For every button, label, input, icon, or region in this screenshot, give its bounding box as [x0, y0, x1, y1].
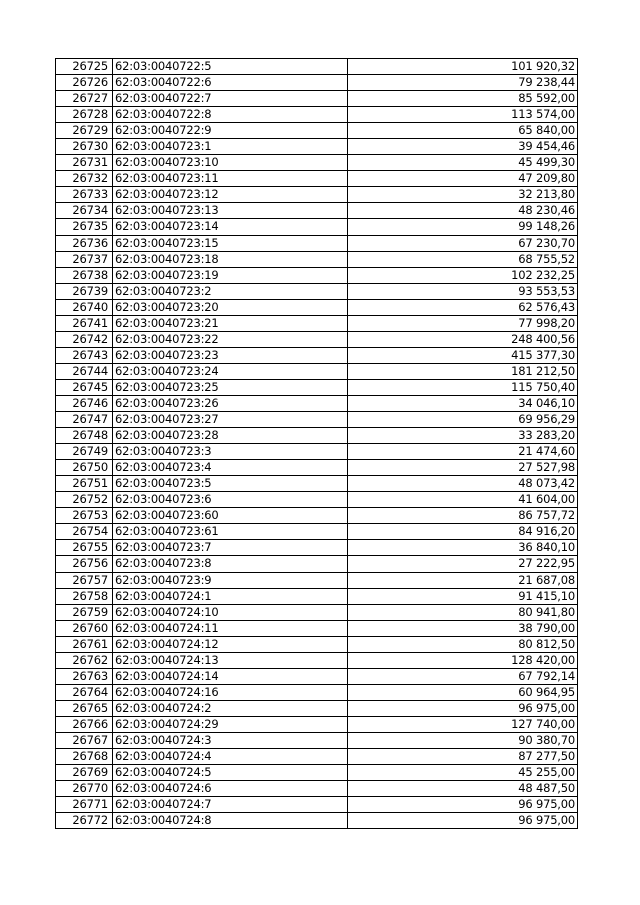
cadastral-number-cell: 62:03:0040723:10 [113, 155, 348, 171]
row-number-cell: 26758 [56, 588, 113, 604]
value-cell: 27 222,95 [348, 556, 578, 572]
value-cell: 45 255,00 [348, 765, 578, 781]
value-cell: 67 792,14 [348, 668, 578, 684]
value-cell: 99 148,26 [348, 219, 578, 235]
table-row [56, 251, 578, 267]
row-number-cell: 26761 [56, 636, 113, 652]
table-row [56, 59, 578, 75]
cadastral-number-cell: 62:03:0040723:15 [113, 235, 348, 251]
cadastral-number-cell: 62:03:0040722:5 [113, 59, 348, 75]
cadastral-number-cell: 62:03:0040723:11 [113, 171, 348, 187]
table-row [56, 395, 578, 411]
table-row [56, 315, 578, 331]
value-cell: 68 755,52 [348, 251, 578, 267]
cadastral-number-cell: 62:03:0040723:25 [113, 379, 348, 395]
value-cell: 80 941,80 [348, 604, 578, 620]
table-row [56, 267, 578, 283]
row-number-cell: 26741 [56, 315, 113, 331]
cadastral-number-cell: 62:03:0040724:29 [113, 716, 348, 732]
row-number-cell: 26770 [56, 781, 113, 797]
cadastral-number-cell: 62:03:0040723:3 [113, 444, 348, 460]
value-cell: 34 046,10 [348, 395, 578, 411]
value-cell: 21 474,60 [348, 444, 578, 460]
value-cell: 415 377,30 [348, 347, 578, 363]
table-row [56, 797, 578, 813]
value-cell: 77 998,20 [348, 315, 578, 331]
value-cell: 248 400,56 [348, 331, 578, 347]
cadastral-number-cell: 62:03:0040724:8 [113, 813, 348, 829]
row-number-cell: 26736 [56, 235, 113, 251]
cadastral-number-cell: 62:03:0040722:8 [113, 107, 348, 123]
table-row [56, 123, 578, 139]
row-number-cell: 26734 [56, 203, 113, 219]
cadastral-number-cell: 62:03:0040723:2 [113, 283, 348, 299]
value-cell: 102 232,25 [348, 267, 578, 283]
table-row [56, 781, 578, 797]
row-number-cell: 26731 [56, 155, 113, 171]
value-cell: 91 415,10 [348, 588, 578, 604]
value-cell: 87 277,50 [348, 749, 578, 765]
row-number-cell: 26735 [56, 219, 113, 235]
value-cell: 181 212,50 [348, 363, 578, 379]
table-row [56, 700, 578, 716]
table-row [56, 620, 578, 636]
cadastral-number-cell: 62:03:0040724:16 [113, 684, 348, 700]
row-number-cell: 26729 [56, 123, 113, 139]
table-row [56, 331, 578, 347]
value-cell: 48 073,42 [348, 476, 578, 492]
row-number-cell: 26748 [56, 428, 113, 444]
value-cell: 48 230,46 [348, 203, 578, 219]
row-number-cell: 26772 [56, 813, 113, 829]
cadastral-number-cell: 62:03:0040724:10 [113, 604, 348, 620]
value-cell: 47 209,80 [348, 171, 578, 187]
row-number-cell: 26750 [56, 460, 113, 476]
row-number-cell: 26765 [56, 700, 113, 716]
row-number-cell: 26738 [56, 267, 113, 283]
cadastral-number-cell: 62:03:0040723:13 [113, 203, 348, 219]
table-row [56, 813, 578, 829]
cadastral-number-cell: 62:03:0040723:1 [113, 139, 348, 155]
cadastral-number-cell: 62:03:0040723:26 [113, 395, 348, 411]
table-row [56, 588, 578, 604]
table-row [56, 139, 578, 155]
table-row [56, 460, 578, 476]
row-number-cell: 26759 [56, 604, 113, 620]
table-row [56, 444, 578, 460]
cadastral-number-cell: 62:03:0040723:18 [113, 251, 348, 267]
cadastral-number-cell: 62:03:0040723:14 [113, 219, 348, 235]
value-cell: 84 916,20 [348, 524, 578, 540]
cadastral-number-cell: 62:03:0040724:1 [113, 588, 348, 604]
cadastral-number-cell: 62:03:0040722:6 [113, 75, 348, 91]
row-number-cell: 26732 [56, 171, 113, 187]
row-number-cell: 26756 [56, 556, 113, 572]
row-number-cell: 26728 [56, 107, 113, 123]
value-cell: 90 380,70 [348, 732, 578, 748]
row-number-cell: 26743 [56, 347, 113, 363]
cadastral-number-cell: 62:03:0040723:6 [113, 492, 348, 508]
value-cell: 113 574,00 [348, 107, 578, 123]
row-number-cell: 26747 [56, 412, 113, 428]
row-number-cell: 26739 [56, 283, 113, 299]
row-number-cell: 26727 [56, 91, 113, 107]
value-cell: 96 975,00 [348, 813, 578, 829]
cadastral-number-cell: 62:03:0040724:3 [113, 732, 348, 748]
cadastral-number-cell: 62:03:0040724:13 [113, 652, 348, 668]
table-row [56, 684, 578, 700]
cadastral-number-cell: 62:03:0040723:9 [113, 572, 348, 588]
value-cell: 21 687,08 [348, 572, 578, 588]
value-cell: 65 840,00 [348, 123, 578, 139]
row-number-cell: 26737 [56, 251, 113, 267]
table-row [56, 91, 578, 107]
value-cell: 85 592,00 [348, 91, 578, 107]
table-row [56, 716, 578, 732]
cadastral-number-cell: 62:03:0040723:4 [113, 460, 348, 476]
table-row [56, 428, 578, 444]
cadastral-number-cell: 62:03:0040723:60 [113, 508, 348, 524]
cadastral-number-cell: 62:03:0040723:28 [113, 428, 348, 444]
cadastral-number-cell: 62:03:0040724:4 [113, 749, 348, 765]
table-row [56, 765, 578, 781]
table-row [56, 476, 578, 492]
value-cell: 115 750,40 [348, 379, 578, 395]
value-cell: 48 487,50 [348, 781, 578, 797]
cadastral-number-cell: 62:03:0040724:12 [113, 636, 348, 652]
row-number-cell: 26745 [56, 379, 113, 395]
row-number-cell: 26746 [56, 395, 113, 411]
table-row [56, 572, 578, 588]
row-number-cell: 26766 [56, 716, 113, 732]
cadastral-number-cell: 62:03:0040723:24 [113, 363, 348, 379]
cadastral-number-cell: 62:03:0040723:21 [113, 315, 348, 331]
row-number-cell: 26725 [56, 59, 113, 75]
cadastral-number-cell: 62:03:0040724:6 [113, 781, 348, 797]
table-row [56, 604, 578, 620]
row-number-cell: 26771 [56, 797, 113, 813]
table-row [56, 107, 578, 123]
value-cell: 79 238,44 [348, 75, 578, 91]
table-row [56, 203, 578, 219]
row-number-cell: 26760 [56, 620, 113, 636]
row-number-cell: 26751 [56, 476, 113, 492]
value-cell: 86 757,72 [348, 508, 578, 524]
value-cell: 27 527,98 [348, 460, 578, 476]
value-cell: 69 956,29 [348, 412, 578, 428]
cadastral-number-cell: 62:03:0040723:20 [113, 299, 348, 315]
table-row [56, 379, 578, 395]
value-cell: 60 964,95 [348, 684, 578, 700]
cadastral-number-cell: 62:03:0040723:5 [113, 476, 348, 492]
row-number-cell: 26733 [56, 187, 113, 203]
cadastral-number-cell: 62:03:0040723:19 [113, 267, 348, 283]
row-number-cell: 26742 [56, 331, 113, 347]
cadastral-number-cell: 62:03:0040724:14 [113, 668, 348, 684]
cadastral-number-cell: 62:03:0040723:8 [113, 556, 348, 572]
row-number-cell: 26740 [56, 299, 113, 315]
value-cell: 96 975,00 [348, 797, 578, 813]
value-cell: 45 499,30 [348, 155, 578, 171]
cadastral-value-table [55, 58, 578, 829]
value-cell: 101 920,32 [348, 59, 578, 75]
cadastral-number-cell: 62:03:0040724:5 [113, 765, 348, 781]
table-row [56, 732, 578, 748]
cadastral-number-cell: 62:03:0040723:12 [113, 187, 348, 203]
cadastral-number-cell: 62:03:0040724:11 [113, 620, 348, 636]
cadastral-number-cell: 62:03:0040723:23 [113, 347, 348, 363]
table-body [56, 59, 578, 829]
value-cell: 93 553,53 [348, 283, 578, 299]
row-number-cell: 26726 [56, 75, 113, 91]
cadastral-number-cell: 62:03:0040723:27 [113, 412, 348, 428]
table-row [56, 540, 578, 556]
table-row [56, 412, 578, 428]
value-cell: 32 213,80 [348, 187, 578, 203]
cadastral-number-cell: 62:03:0040722:9 [113, 123, 348, 139]
value-cell: 36 840,10 [348, 540, 578, 556]
table-row [56, 524, 578, 540]
cadastral-number-cell: 62:03:0040722:7 [113, 91, 348, 107]
table-row [56, 155, 578, 171]
table-row [56, 363, 578, 379]
row-number-cell: 26764 [56, 684, 113, 700]
table-row [56, 749, 578, 765]
row-number-cell: 26730 [56, 139, 113, 155]
value-cell: 128 420,00 [348, 652, 578, 668]
value-cell: 33 283,20 [348, 428, 578, 444]
cadastral-number-cell: 62:03:0040723:61 [113, 524, 348, 540]
cadastral-number-cell: 62:03:0040724:7 [113, 797, 348, 813]
table-row [56, 171, 578, 187]
table-row [56, 556, 578, 572]
table-row [56, 508, 578, 524]
row-number-cell: 26768 [56, 749, 113, 765]
row-number-cell: 26754 [56, 524, 113, 540]
table-row [56, 235, 578, 251]
table-row [56, 492, 578, 508]
value-cell: 62 576,43 [348, 299, 578, 315]
row-number-cell: 26762 [56, 652, 113, 668]
table-row [56, 219, 578, 235]
cadastral-number-cell: 62:03:0040724:2 [113, 700, 348, 716]
table-row [56, 299, 578, 315]
cadastral-number-cell: 62:03:0040723:7 [113, 540, 348, 556]
row-number-cell: 26755 [56, 540, 113, 556]
row-number-cell: 26767 [56, 732, 113, 748]
row-number-cell: 26753 [56, 508, 113, 524]
value-cell: 39 454,46 [348, 139, 578, 155]
cadastral-number-cell: 62:03:0040723:22 [113, 331, 348, 347]
row-number-cell: 26763 [56, 668, 113, 684]
value-cell: 67 230,70 [348, 235, 578, 251]
value-cell: 96 975,00 [348, 700, 578, 716]
row-number-cell: 26757 [56, 572, 113, 588]
row-number-cell: 26752 [56, 492, 113, 508]
table-row [56, 347, 578, 363]
value-cell: 41 604,00 [348, 492, 578, 508]
table-row [56, 187, 578, 203]
table-row [56, 652, 578, 668]
value-cell: 127 740,00 [348, 716, 578, 732]
row-number-cell: 26749 [56, 444, 113, 460]
value-cell: 38 790,00 [348, 620, 578, 636]
value-cell: 80 812,50 [348, 636, 578, 652]
row-number-cell: 26769 [56, 765, 113, 781]
table-row [56, 283, 578, 299]
table-row [56, 636, 578, 652]
table-row [56, 668, 578, 684]
table-row [56, 75, 578, 91]
row-number-cell: 26744 [56, 363, 113, 379]
